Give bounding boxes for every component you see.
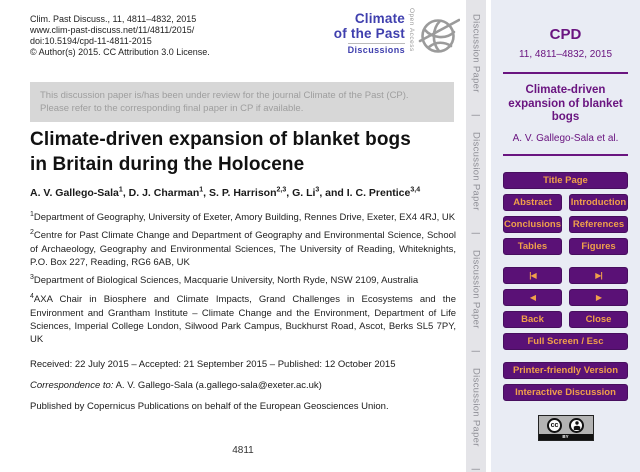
first-page-button[interactable]: |◀ (503, 267, 562, 284)
logo-divider (348, 43, 405, 44)
discussion-paper-sidebar (466, 0, 486, 472)
title-page-button[interactable]: Title Page (503, 172, 628, 189)
author: , S. P. Harrison$^{2,3}$ (203, 186, 287, 199)
sidebar-strip-segment: Discussion Paper | (470, 132, 482, 234)
strip-separator: | (470, 113, 482, 116)
author: , G. Li$^3$ (286, 186, 320, 199)
author: , and I. C. Prentice$^{3,4}$ (319, 186, 421, 199)
notice-line: This discussion paper is/has been under review for the journal Climate of the Past (CP). (40, 90, 409, 101)
strip-separator: | (470, 467, 482, 470)
sidebar-strip-segment: Discussion Paper | (470, 250, 482, 352)
author: , D. J. Charman$^1$ (122, 186, 204, 199)
journal-logo (334, 8, 460, 58)
review-notice-box (30, 82, 454, 122)
notice-line: Please refer to the corresponding final paper in CP if available. (40, 103, 304, 114)
paper-title: Climate-driven expansion of blanket bogs in Britain during the Holocene (30, 129, 411, 175)
page-number: 4811 (232, 445, 254, 456)
next-page-button[interactable]: ▶ (569, 289, 628, 306)
journal-logo-title: Climate (354, 11, 405, 26)
panel-paper-title: Climate-driven expansion of blanket bogs (508, 84, 623, 123)
attribution-person-icon (569, 418, 584, 433)
tables-button[interactable]: Tables (503, 238, 562, 255)
panel-author: A. V. Gallego-Sala et al. (512, 132, 619, 144)
affiliation: $^1$Department of Geography, University of Exeter, Amory Building, Rennes Drive, Exeter, EX4 4RJ, UK (30, 210, 456, 223)
license-line: © Author(s) 2015. CC Attribution 3.0 License. (30, 47, 210, 57)
egu-globe-icon (418, 9, 460, 57)
close-button[interactable]: Close (569, 311, 628, 328)
author-list (30, 186, 454, 199)
introduction-button[interactable]: Introduction (569, 194, 628, 211)
journal-abbrev: CPD (549, 26, 582, 43)
doi-line: doi:10.5194/cpd-11-4811-2015 (30, 36, 152, 46)
citation-line: Clim. Past Discuss., 11, 4811–4832, 2015 (30, 14, 197, 24)
affiliations-block (30, 208, 456, 347)
back-button[interactable]: Back (503, 311, 562, 328)
affiliation: $^3$Department of Biological Sciences, Macquarie University, North Ryde, NSW 2109, Australia (30, 274, 419, 287)
badge-bottom-band: BY (539, 434, 593, 440)
correspondence-line (30, 380, 454, 391)
interactive-discussion-button[interactable]: Interactive Discussion (503, 384, 628, 401)
cc-icon: cc (547, 418, 562, 433)
panel-divider (503, 154, 628, 156)
references-button[interactable]: References (569, 216, 628, 233)
dates-line: Received: 22 July 2015 – Accepted: 21 September 2015 – Published: 12 October 2015 (30, 358, 396, 370)
affiliation: $^4$AXA Chair in Biosphere and Climate Impacts, Grand Challenges in Ecosystems and the Environment and Grantham Institute – Climate Change and the Environment, Department of Life Sciences, Imperial College London, Silwood Park Campus, Buckhurst Road, Ascot, Berks SL5 7PY, UK (30, 293, 456, 346)
fullscreen-button[interactable]: Full Screen / Esc (503, 333, 628, 350)
figures-button[interactable]: Figures (569, 238, 628, 255)
conclusions-button[interactable]: Conclusions (503, 216, 562, 233)
correspondence-label: Correspondence to: (30, 379, 114, 391)
sidebar-strip-segment: Discussion Paper | (470, 368, 482, 470)
open-access-label: Open Access (408, 8, 415, 52)
panel-volume: 11, 4811–4832, 2015 (518, 49, 613, 60)
author: A. V. Gallego-Sala$^1$ (30, 186, 123, 199)
last-page-button[interactable]: ▶| (569, 267, 628, 284)
correspondence-email[interactable]: A. V. Gallego-Sala (a.gallego-sala@exeter.ac.uk) (115, 379, 322, 391)
publisher-line: Published by Copernicus Publications on behalf of the European Geosciences Union. (30, 400, 389, 412)
cc-by-license-badge[interactable] (538, 415, 594, 441)
navigation-panel (491, 0, 640, 472)
strip-separator: | (470, 349, 482, 352)
affiliation: $^2$Centre for Past Climate Change and Department of Geography and Environmental Science, School of Archaeology, Geography and Environmental Sciences, The University of Reading, Whiteknights, P.O. Box 227, Reading, RG6 6AB, UK (30, 229, 456, 269)
journal-logo-text: Climate of the Past Discussions (333, 11, 405, 55)
journal-logo-subtitle: Discussions (347, 45, 405, 55)
panel-divider (503, 72, 628, 74)
sidebar-strip-segment: Discussion Paper | (470, 14, 482, 116)
abstract-button[interactable]: Abstract (503, 194, 562, 211)
prev-page-button[interactable]: ◀ (503, 289, 562, 306)
strip-separator: | (470, 231, 482, 234)
journal-url: www.clim-past-discuss.net/11/4811/2015/ (30, 25, 195, 35)
printer-friendly-button[interactable]: Printer-friendly Version (503, 362, 628, 379)
